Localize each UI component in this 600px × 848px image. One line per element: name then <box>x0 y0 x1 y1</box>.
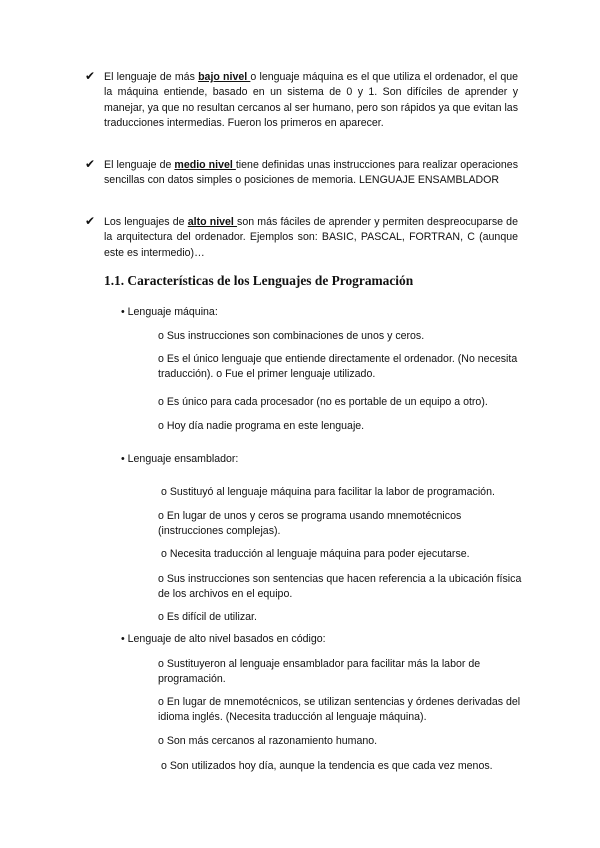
list-item: o Sus instrucciones son sentencias que hacen referencia a la ubicación física de los archivos en el equipo. <box>158 573 522 601</box>
list-item: o Sus instrucciones son combinaciones de unos y ceros. <box>158 330 425 342</box>
term-bajo-nivel: bajo nivel <box>198 71 251 83</box>
group-title-assembler: • Lenguaje ensamblador: <box>121 453 239 465</box>
list-item: o Sustituyó al lenguaje máquina para facilitar la labor de programación. <box>161 486 495 498</box>
list-item: o Necesita traducción al lenguaje máquina para poder ejecutarse. <box>161 548 470 560</box>
group-title-high-level: • Lenguaje de alto nivel basados en código: <box>121 633 326 645</box>
intro-item-low-level: ✔ El lenguaje de más bajo nivel o lenguaje máquina es el que utiliza el ordenador, el que la máquina entiende, basado en un sistema de 0 y 1. Son difíciles de aprender y manejar, ya que no resultan cercanos al ser humano, pero son rápidos ya que evitan las traducciones intermedias. Fueron los primeros en aparecer. <box>85 69 518 130</box>
list-item: o Son utilizados hoy día, aunque la tendencia es que cada vez menos. <box>161 760 493 772</box>
list-item: o Es único para cada procesador (no es portable de un equipo a otro). <box>158 396 488 408</box>
list-item: o Sustituyeron al lenguaje ensamblador para facilitar más la labor de programación. <box>158 658 481 686</box>
intro-item-mid-level: ✔ El lenguaje de medio nivel tiene definidas unas instrucciones para realizar operaciones sencillas con datos simples o posiciones de memoria. LENGUAJE ENSAMBLADOR <box>85 157 518 187</box>
list-item: o Hoy día nadie programa en este lenguaje. <box>158 420 365 432</box>
list-item: o Es el único lenguaje que entiende directamente el ordenador. (No necesita traducción). o Fue el primer lenguaje utilizado. <box>158 353 518 381</box>
list-item: o Son más cercanos al razonamiento humano. <box>158 735 378 747</box>
section-heading: 1.1. Características de los Lenguajes de Programación <box>104 273 414 288</box>
list-item: o En lugar de unos y ceros se programa usando mnemotécnicos (instrucciones complejas). <box>158 510 462 538</box>
term-medio-nivel: medio nivel <box>174 159 236 171</box>
list-item: o En lugar de mnemotécnicos, se utilizan sentencias y órdenes derivadas del idioma inglés. (Necesita traducción al lenguaje máquina). <box>158 696 521 724</box>
group-title-machine: • Lenguaje máquina: <box>121 306 218 318</box>
intro-item-high-level: ✔ Los lenguajes de alto nivel son más fáciles de aprender y permiten despreocuparse de la arquitectura del ordenador. Ejemplos son: BASIC, PASCAL, FORTRAN, C (aunque este es intermedio)… <box>85 214 518 259</box>
checkmark-icon: ✔ <box>85 214 96 228</box>
checkmark-icon: ✔ <box>85 69 96 83</box>
checkmark-icon: ✔ <box>85 157 96 171</box>
term-alto-nivel: alto nivel <box>187 216 238 228</box>
list-item: o Es difícil de utilizar. <box>158 611 257 623</box>
